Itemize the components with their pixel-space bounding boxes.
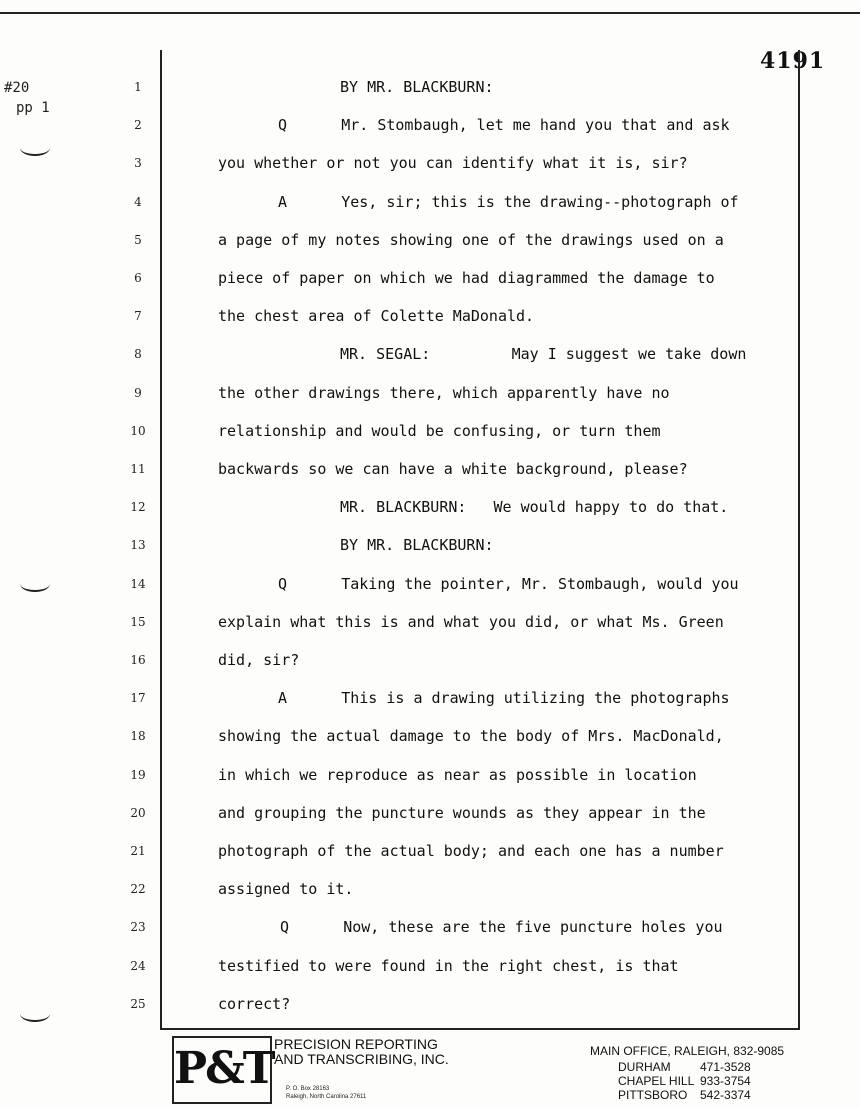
office-phone: 471-3528 <box>700 1060 751 1074</box>
transcript-line: assigned to it. <box>218 880 354 899</box>
line-number: 3 <box>134 156 142 171</box>
margin-note-page: pp 1 <box>16 100 50 116</box>
line-number: 22 <box>130 882 146 897</box>
line-number: 14 <box>130 576 146 591</box>
company-logo: P&T <box>172 1036 272 1104</box>
line-number: 12 <box>130 500 146 515</box>
company-po-box: P. O. Box 28163 <box>286 1086 330 1092</box>
top-border-line <box>0 12 860 14</box>
line-number: 15 <box>130 614 146 629</box>
line-number: 4 <box>134 194 142 209</box>
line-number: 17 <box>130 691 146 706</box>
line-number: 20 <box>130 805 146 820</box>
transcript-line: backwards so we can have a white background, please? <box>218 460 688 478</box>
transcript-line: A This is a drawing utilizing the photographs <box>278 689 730 708</box>
line-number: 25 <box>130 996 146 1011</box>
transcript-line: testified to were found in the right chest, is that <box>218 956 679 975</box>
line-number: 2 <box>134 118 142 133</box>
line-number: 8 <box>134 347 142 362</box>
office-city: PITTSBORO <box>618 1088 688 1102</box>
transcript-line: a page of my notes showing one of the drawings used on a <box>218 230 724 249</box>
company-city: Raleigh, North Carolina 27611 <box>286 1094 367 1100</box>
transcript-line: A Yes, sir; this is the drawing--photograph of <box>278 192 739 211</box>
line-number: 24 <box>130 958 146 973</box>
line-number: 18 <box>130 729 146 744</box>
company-name-line2: AND TRANSCRIBING, INC. <box>274 1051 449 1067</box>
main-office: MAIN OFFICE, RALEIGH, 832-9085 <box>590 1044 785 1058</box>
office-city: DURHAM <box>618 1060 671 1074</box>
line-number: 1 <box>134 80 142 94</box>
transcript-line: showing the actual damage to the body of Mrs. MacDonald, <box>218 727 724 746</box>
transcript-line: photograph of the actual body; and each one has a number <box>218 842 724 860</box>
transcript-line: piece of paper on which we had diagrammed the damage to <box>218 269 715 287</box>
page-number: 4191 <box>760 48 826 74</box>
transcript-line: Q Taking the pointer, Mr. Stombaugh, would you <box>278 574 739 593</box>
line-number: 5 <box>134 232 142 247</box>
transcript-line: Q Now, these are the five puncture holes you <box>280 918 723 937</box>
line-number: 21 <box>130 844 146 858</box>
company-name-line1: PRECISION REPORTING <box>274 1036 438 1052</box>
transcript-line: correct? <box>218 994 291 1013</box>
line-number: 6 <box>134 271 142 285</box>
transcript-line: did, sir? <box>218 651 300 669</box>
line-number: 19 <box>130 767 146 782</box>
transcript-line: Q Mr. Stombaugh, let me hand you that and ask <box>278 116 730 135</box>
office-city: CHAPEL HILL <box>618 1074 695 1088</box>
transcript-line: the other drawings there, which apparently have no <box>218 383 670 402</box>
transcript-line: the chest area of Colette MaDonald. <box>218 307 535 326</box>
transcript-line: you whether or not you can identify what it is, sir? <box>218 154 688 173</box>
transcript-line: MR. SEGAL: May I suggest we take down <box>340 345 747 364</box>
line-number: 16 <box>130 653 146 667</box>
margin-check-mark <box>20 1006 50 1022</box>
transcript-line: in which we reproduce as near as possible in location <box>218 765 697 784</box>
margin-check-mark <box>20 140 50 156</box>
office-phone: 933-3754 <box>700 1074 751 1088</box>
line-number: 11 <box>130 462 146 476</box>
line-number: 9 <box>134 385 142 400</box>
transcript-line: BY MR. BLACKBURN: <box>340 78 494 96</box>
transcript-line: explain what this is and what you did, or what Ms. Green <box>218 612 724 631</box>
margin-note-exhibit: #20 <box>4 80 30 96</box>
transcript-line: BY MR. BLACKBURN: <box>340 536 494 555</box>
transcript-line: relationship and would be confusing, or turn them <box>218 421 661 440</box>
margin-check-mark <box>20 576 50 592</box>
transcript-line: and grouping the puncture wounds as they appear in the <box>218 803 706 822</box>
line-number: 10 <box>130 423 146 438</box>
office-phone: 542-3374 <box>700 1088 751 1102</box>
line-number: 23 <box>130 920 146 935</box>
line-number: 7 <box>134 309 142 324</box>
line-number: 13 <box>130 538 146 553</box>
transcript-line: MR. BLACKBURN: We would happy to do that. <box>340 498 729 517</box>
